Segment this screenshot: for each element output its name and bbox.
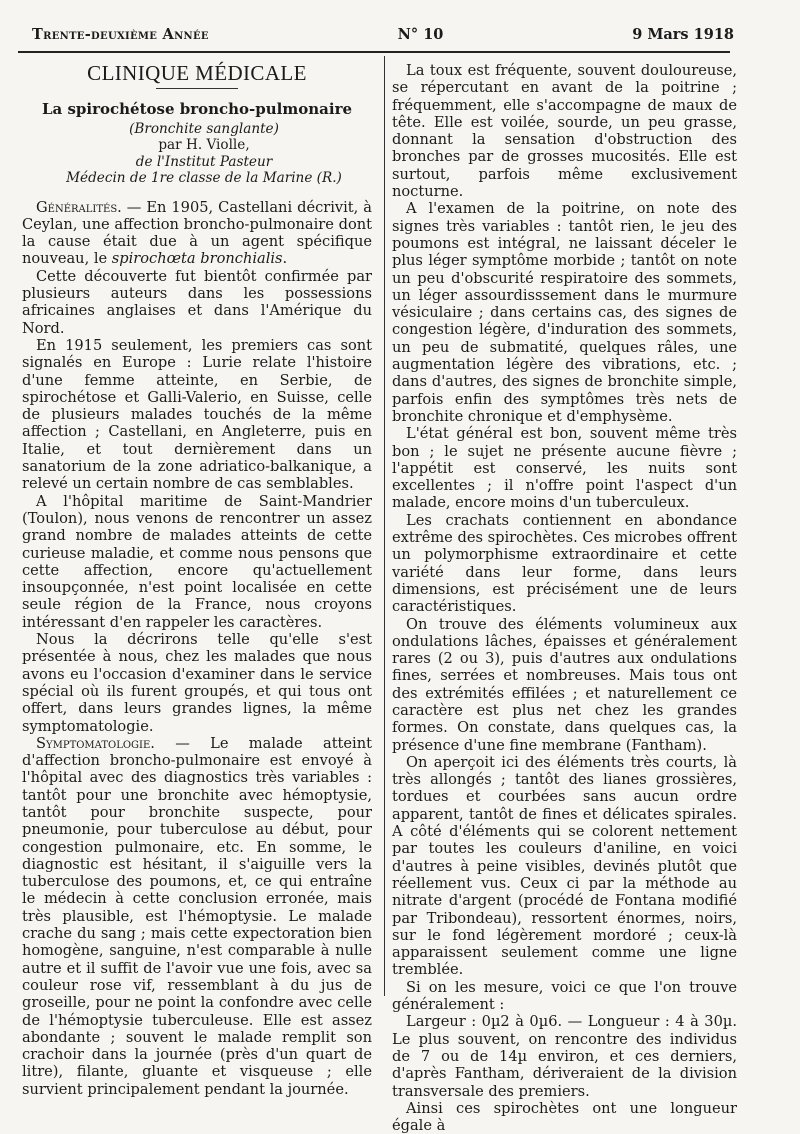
species-name: spirochœta bronchialis: [111, 250, 283, 268]
author-rank: Médecin de 1re classe de la Marine (R.): [66, 170, 342, 187]
right-column: [392, 62, 737, 1134]
journal-year: Trente-deuxième Année: [32, 25, 209, 43]
left-column: [22, 62, 372, 1098]
section-title: CLINIQUE MÉDICALE: [87, 61, 307, 85]
section-rule: [156, 88, 238, 89]
article-subtitle: (Bronchite sanglante): [129, 120, 279, 137]
paragraph: La toux est fréquente, souvent douloureuse, se répercutant en avant de la poitrine ; fréquemment, elle s'accompagne de maux de tête. Elle est voilée, sourde, un peu grasse, donnant la sensation d'obstruction des bronches par de grosses mucosités. Elle est surtout, parfois même exclusivement nocturne.: [392, 62, 737, 201]
author-line: par H. Violle,: [158, 137, 250, 154]
header-rule: [18, 51, 730, 53]
author-affiliation: de l'Institut Pasteur: [135, 153, 273, 170]
paragraph: On aperçoit ici des éléments très courts, là très allongés ; tantôt des lianes grossières, tordues et courbées sans aucun ordre apparent, tantôt de fines et délicates spirales. A côté d'éléments qui se colorent nettement par toutes les couleurs d'aniline, en voici d'autres à peine visibles, devinés plutôt que réellement vus. Ceux ci par la méthode au nitrate d'argent (procédé de Fontana modifié par Tribondeau), ressortent énormes, noirs, sur le fond légèrement mordoré ; ceux-là apparaissent seulement comme une ligne tremblée.: [392, 753, 737, 979]
author-block: [22, 121, 372, 187]
run-in-heading: Généralités.: [36, 198, 122, 216]
issue-date: 9 Mars 1918: [632, 25, 734, 43]
paragraph: On trouve des éléments volumineux aux ondulations lâches, épaisses et généralement rares (2 ou 3), puis d'autres aux ondulations fines, serrées et nombreuses. Mais tous ont des extrémités effilées ; et naturellement ce caractère est plus net chez les grandes formes. On constate, dans quelques cas, la présence d'une fine membrane (Fantham).: [392, 615, 737, 754]
article-title: La spirochétose broncho-pulmonaire: [41, 100, 353, 119]
page-header: [32, 22, 734, 46]
paragraph: Les crachats contiennent en abondance extrême des spirochètes. Ces microbes offrent un polymorphisme extraordinaire et cette variété dans leur forme, dans leurs dimensions, est précisément une de leurs caractéristiques.: [392, 511, 737, 616]
run-in-heading: Symptomatologie.: [36, 734, 155, 752]
paragraph-generalites: Généralités. — En 1905, Castellani décrivit, à Ceylan, une affection broncho-pulmonaire dont la cause était due à un agent spécifique nouveau, le spirochœta bronchialis.: [22, 198, 372, 268]
column-divider: [384, 56, 385, 996]
paragraph: Ainsi ces spirochètes ont une longueur égale à: [392, 1099, 737, 1134]
paragraph: En 1915 seulement, les premiers cas sont signalés en Europe : Lurie relate l'histoire d'une femme atteinte, en Serbie, de spirochétose et Galli-Valerio, en Suisse, celle de plusieurs malades touchés de la même affection ; Castellani, en Angleterre, puis en Italie, et tout dernièrement dans un sanatorium de la zone adriatico-balkanique, a relevé un certain nombre de cas semblables.: [22, 336, 372, 493]
paragraph: L'état général est bon, souvent même très bon ; le sujet ne présente aucune fièvre ; l'appétit est conservé, les nuits sont excellentes ; il n'offre point l'aspect d'un malade, encore moins d'un tuberculeux.: [392, 425, 737, 512]
paragraph: Cette découverte fut bientôt confirmée par plusieurs auteurs dans les possessions africaines anglaises et dans l'Amérique du Nord.: [22, 267, 372, 337]
issue-number: N° 10: [397, 25, 444, 43]
paragraph-symptomatologie: Symptomatologie. — Le malade atteint d'affection broncho-pulmonaire est envoyé à l'hôpital avec des diagnostics très variables : tantôt pour une bronchite avec hémoptysie, tantôt pour bronchite suspecte, pour pneumonie, pour tuberculose au début, pour congestion pulmonaire, etc. En somme, le diagnostic est hésitant, il s'aiguille vers la tuberculose des poumons, et, ce qui entraîne le médecin à cette conclusion erronée, mais très plausible, est l'hémoptysie. Le malade crache du sang ; mais cette expectoration bien homogène, sanguine, n'est comparable à nulle autre et il suffit de l'avoir vue une fois, avec sa couleur rose vif, ressemblant à du jus de groseille, pour ne point la confondre avec celle de l'hémoptysie tuberculeuse. Elle est assez abondante ; souvent le malade remplit son crachoir dans la journée (près d'un quart de litre), filante, gluante et visqueuse ; elle survient principalement pendant la journée.: [22, 734, 372, 1098]
paragraph: A l'examen de la poitrine, on note des signes très variables : tantôt rien, le jeu des poumons est intégral, ne laissant déceler le plus léger symptôme morbide ; tantôt on note un peu d'obscurité respiratoire des sommets, un léger assourdisssement dans le murmure vésiculaire ; dans certains cas, des signes de congestion légère, d'induration des sommets, un peu de submatité, quelques râles, une augmentation légère des vibrations, etc. ; dans d'autres, des signes de bronchite simple, parfois enfin des symptômes très nets de bronchite chronique et d'emphysème.: [392, 200, 737, 425]
paragraph: Si on les mesure, voici ce que l'on trouve généralement :: [392, 978, 737, 1014]
paragraph: Largeur : 0µ2 à 0µ6. — Longueur : 4 à 30µ. Le plus souvent, on rencontre des individus de 7 ou de 14µ environ, et ces derniers, d'après Fantham, dériveraient de la division transversale des premiers.: [392, 1013, 737, 1100]
paragraph: A l'hôpital maritime de Saint-Mandrier (Toulon), nous venons de rencontrer un assez grand nombre de malades atteints de cette curieuse maladie, et comme nous pensons que cette affection, encore qu'actuellement insoupçonnée, n'est point localisée en cette seule région de la France, nous croyons intéressant d'en rappeler les caractères.: [22, 492, 372, 631]
paragraph: Nous la décrirons telle qu'elle s'est présentée à nous, chez les malades que nous avons eu l'occasion d'examiner dans le service spécial où ils furent groupés, et qui tous ont offert, dans leurs grandes lignes, la même symptomatologie.: [22, 631, 372, 735]
